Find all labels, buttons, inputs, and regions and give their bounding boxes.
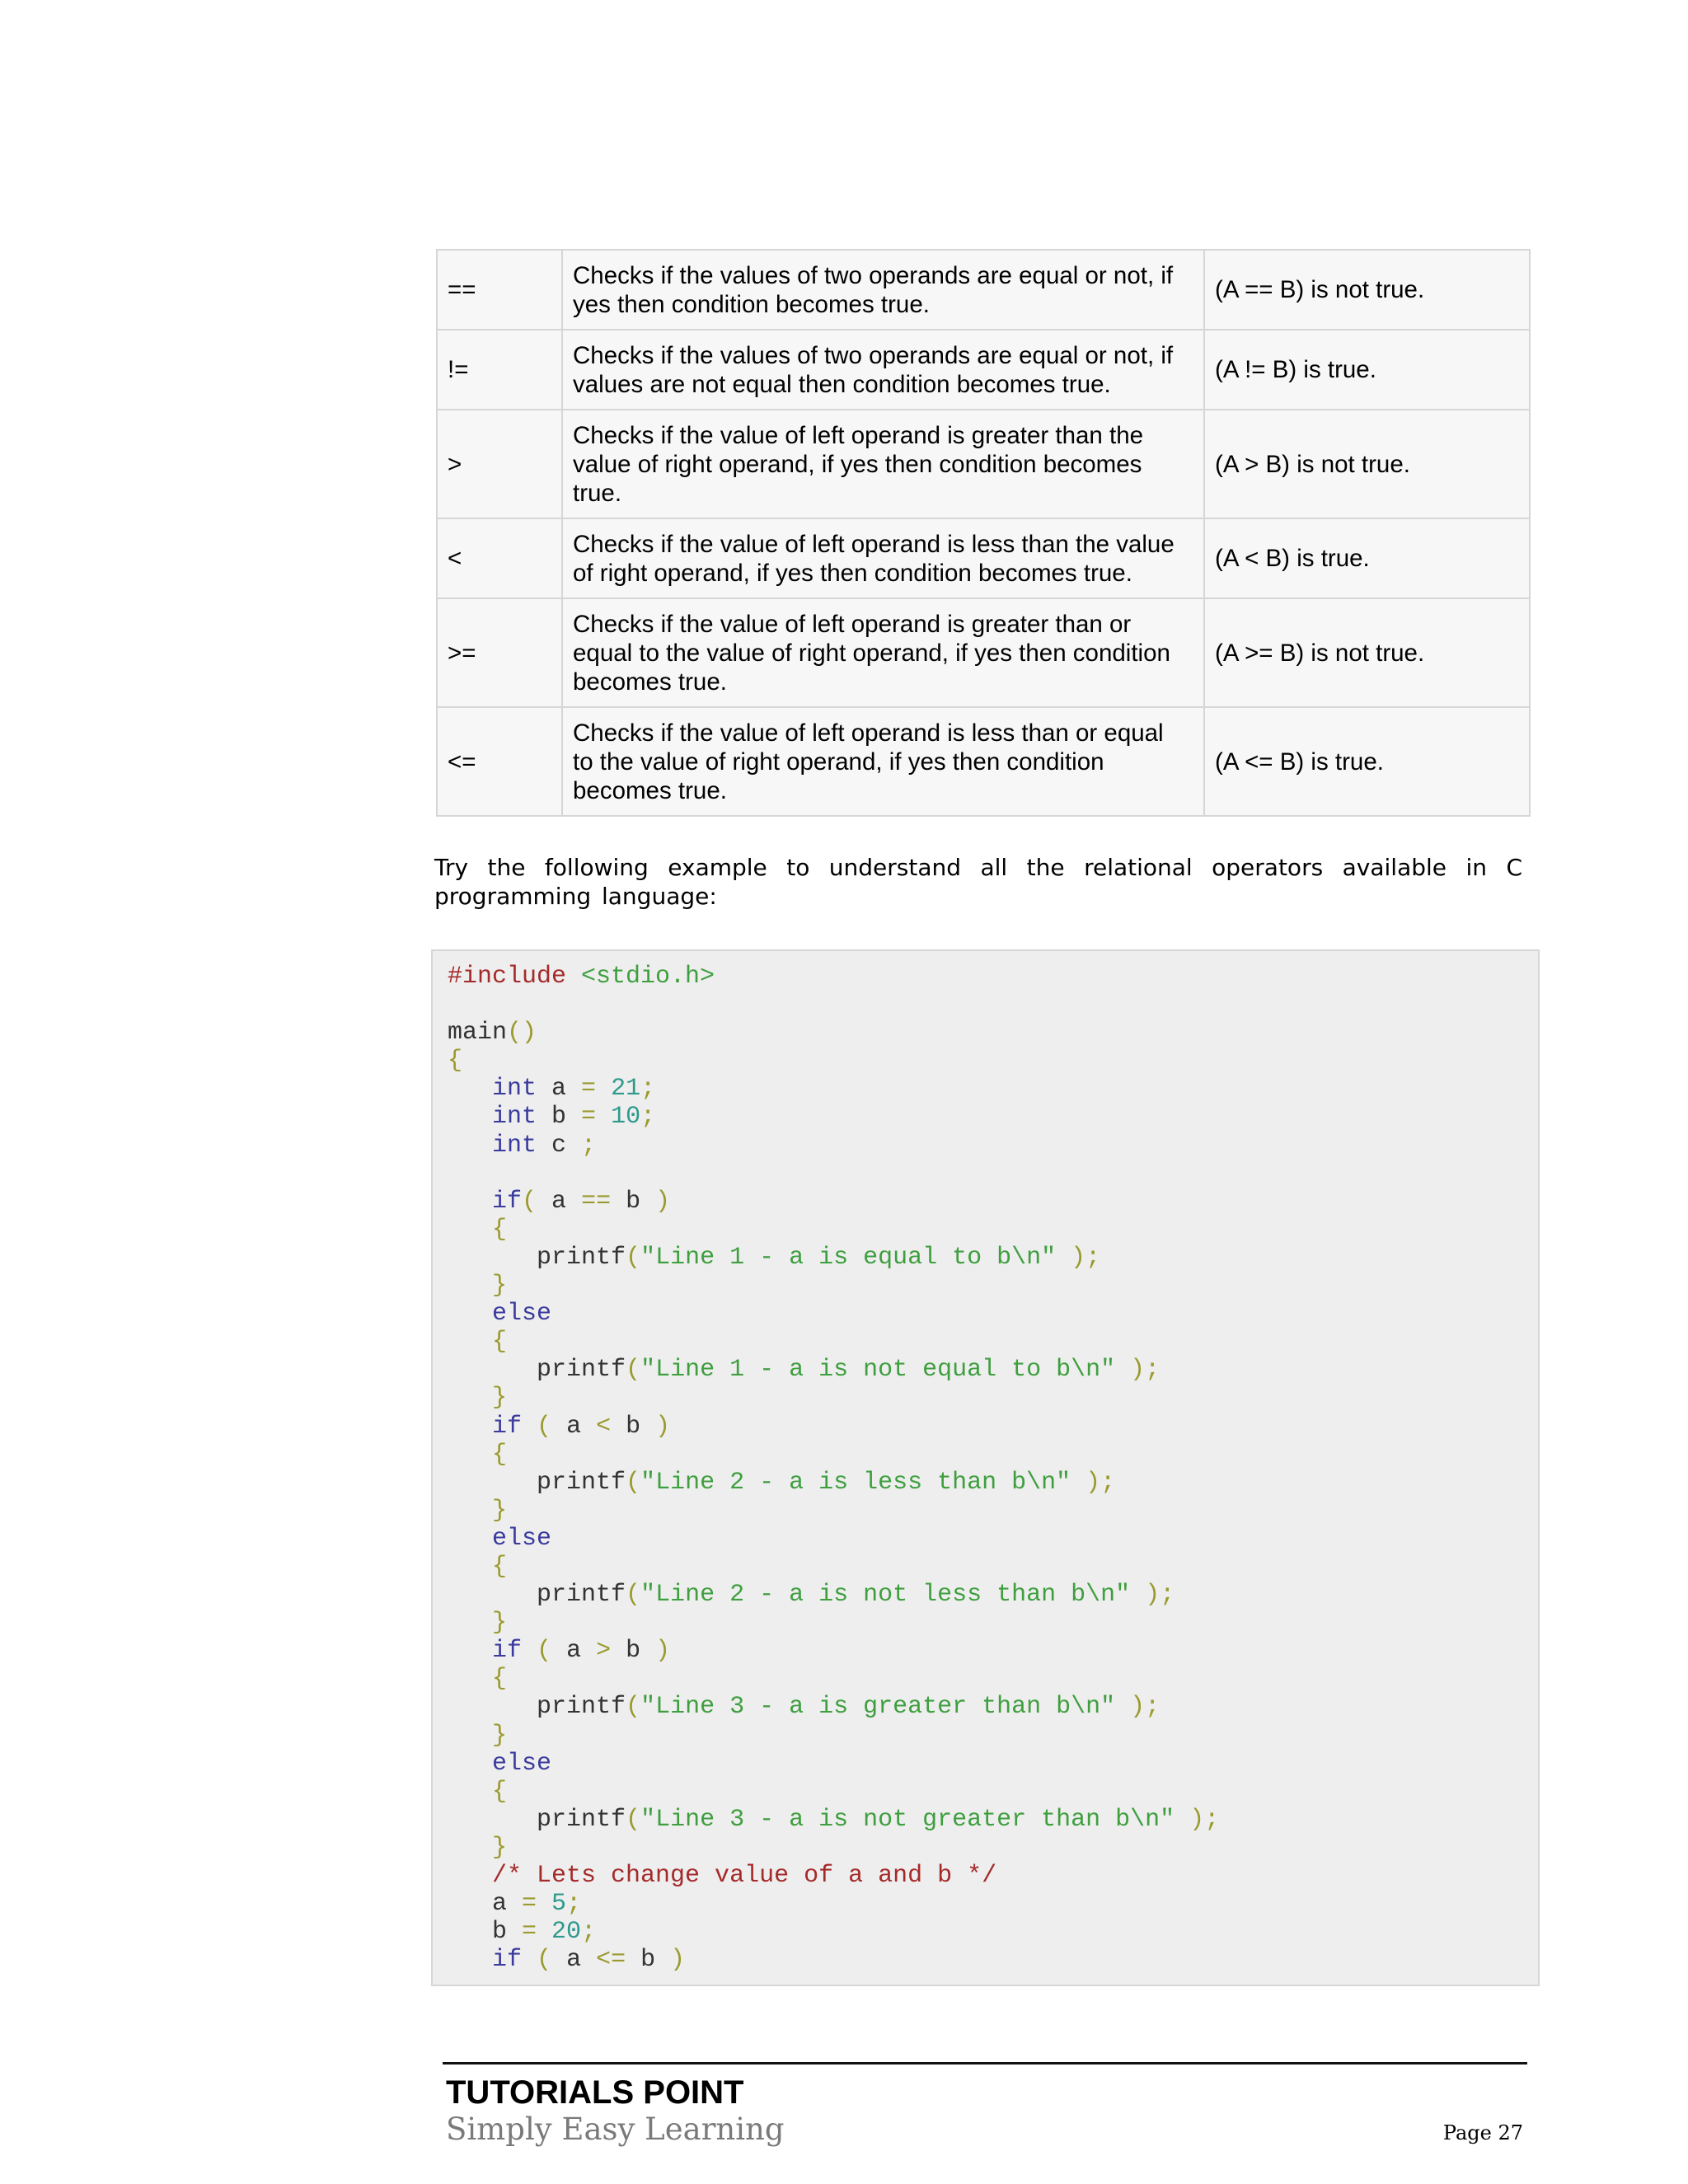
code-token: b xyxy=(448,1918,523,1947)
code-token: ( xyxy=(537,1412,552,1441)
code-line xyxy=(448,1469,1219,1497)
code-line xyxy=(448,1328,1219,1356)
description-line: equal to the value of right operand, if yes then condition xyxy=(573,639,1170,667)
code-token: printf xyxy=(448,1468,626,1497)
code-line xyxy=(448,1581,1219,1609)
code-token: } xyxy=(492,1721,508,1750)
code-token: { xyxy=(492,1777,508,1806)
code-line xyxy=(448,1834,1219,1862)
operator-cell: == xyxy=(437,250,562,330)
code-token: "Line 2 - a is not less than b\n" xyxy=(640,1581,1131,1610)
example-cell: (A < B) is true. xyxy=(1204,518,1530,598)
code-token: ; xyxy=(581,1131,597,1160)
code-token: printf xyxy=(448,1581,626,1610)
code-line xyxy=(448,1019,1219,1047)
code-token xyxy=(1071,1469,1085,1497)
code-line xyxy=(448,1188,1219,1216)
code-token xyxy=(448,1834,492,1862)
code-line xyxy=(448,1722,1219,1750)
description-line: Checks if the values of two operands are equal or not, if xyxy=(573,341,1174,369)
code-token: main xyxy=(448,1019,508,1047)
code-token: if xyxy=(492,1412,523,1441)
code-line xyxy=(448,1244,1219,1272)
code-token: a xyxy=(551,1412,597,1441)
code-token: int xyxy=(492,1075,537,1104)
example-cell: (A > B) is not true. xyxy=(1204,410,1530,518)
code-token: { xyxy=(448,1047,463,1076)
code-token: ) xyxy=(655,1412,671,1441)
code-token: printf xyxy=(448,1243,626,1272)
code-token: "Line 1 - a is equal to b\n" xyxy=(640,1243,1057,1272)
description-cell xyxy=(562,707,1204,816)
code-line xyxy=(448,1525,1219,1553)
code-token: if xyxy=(492,1637,523,1666)
code-token xyxy=(448,1441,492,1469)
code-token: { xyxy=(492,1215,508,1244)
table-row xyxy=(437,707,1530,816)
code-token: c xyxy=(537,1131,582,1160)
code-token: ( xyxy=(626,1693,641,1722)
code-token: ); xyxy=(1130,1356,1160,1385)
code-token: } xyxy=(492,1609,508,1638)
code-token xyxy=(448,1722,492,1750)
code-token: else xyxy=(492,1524,552,1553)
code-token xyxy=(448,1384,492,1412)
description-line: value of right operand, if yes then condition becomes xyxy=(573,450,1142,478)
operator-cell: <= xyxy=(437,707,562,816)
code-token: { xyxy=(492,1440,508,1469)
code-line xyxy=(448,1047,1219,1075)
code-line xyxy=(448,1862,1219,1890)
table-row xyxy=(437,410,1530,518)
description-line: becomes true. xyxy=(573,776,727,804)
code-line xyxy=(448,1890,1219,1918)
code-token xyxy=(448,1103,492,1131)
code-line xyxy=(448,1160,1219,1188)
code-token: ; xyxy=(581,1918,597,1947)
code-token: int xyxy=(492,1103,537,1132)
code-token: > xyxy=(596,1637,612,1666)
code-token: ; xyxy=(640,1103,656,1132)
description-line: Checks if the value of left operand is greater than the xyxy=(573,421,1144,449)
code-token: ( xyxy=(537,1946,552,1975)
code-token xyxy=(448,1188,492,1216)
code-token xyxy=(448,1946,492,1974)
example-cell: (A != B) is true. xyxy=(1204,330,1530,410)
code-token xyxy=(448,1413,492,1441)
description-line: Checks if the values of two operands are equal or not, if xyxy=(573,261,1174,289)
code-token xyxy=(448,1497,492,1525)
code-token xyxy=(448,1132,492,1160)
description-line: Checks if the value of left operand is less than the value xyxy=(573,530,1175,558)
code-token xyxy=(1115,1693,1130,1721)
description-line: becomes true. xyxy=(573,668,727,696)
code-token: a xyxy=(537,1187,582,1216)
page-number: Page 27 xyxy=(1442,2121,1523,2144)
code-token: } xyxy=(492,1496,508,1525)
example-cell: (A <= B) is true. xyxy=(1204,707,1530,816)
code-token: if xyxy=(492,1946,523,1975)
code-line xyxy=(448,1356,1219,1384)
code-token: ); xyxy=(1145,1581,1175,1610)
code-token xyxy=(448,1525,492,1553)
relational-operators-table xyxy=(436,249,1531,817)
code-token: "Line 3 - a is not greater than b\n" xyxy=(640,1805,1175,1834)
code-token: ( xyxy=(626,1581,641,1610)
description-cell xyxy=(562,410,1204,518)
code-token: <= xyxy=(596,1946,626,1975)
code-token xyxy=(448,1665,492,1693)
code-token: = xyxy=(581,1075,597,1104)
description-line: of right operand, if yes then condition becomes true. xyxy=(573,559,1132,587)
code-token xyxy=(522,1637,537,1665)
code-line xyxy=(448,1384,1219,1412)
code-line xyxy=(448,1132,1219,1160)
code-token: } xyxy=(492,1272,508,1301)
code-line xyxy=(448,1075,1219,1103)
code-token: { xyxy=(492,1665,508,1694)
code-token xyxy=(448,1216,492,1244)
code-token: if xyxy=(492,1187,523,1216)
code-token: ); xyxy=(1085,1468,1116,1497)
code-token: ( xyxy=(626,1805,641,1834)
code-token: printf xyxy=(448,1693,626,1722)
code-token xyxy=(448,1272,492,1300)
code-token: /* Lets change value of a and b */ xyxy=(492,1862,997,1890)
operator-cell: != xyxy=(437,330,562,410)
code-token: "Line 3 - a is greater than b\n" xyxy=(640,1693,1116,1722)
code-token: printf xyxy=(448,1356,626,1385)
code-token xyxy=(448,1778,492,1806)
code-line xyxy=(448,1637,1219,1665)
footer-tagline: Simply Easy Learning xyxy=(446,2111,785,2147)
code-token xyxy=(1130,1581,1145,1609)
code-token: ); xyxy=(1071,1243,1101,1272)
table-row xyxy=(437,518,1530,598)
table-row xyxy=(437,598,1530,707)
code-token: a xyxy=(551,1946,597,1975)
code-token xyxy=(596,1103,611,1131)
code-token: a xyxy=(537,1075,582,1104)
description-line: to the value of right operand, if yes then condition xyxy=(573,748,1104,776)
description-cell xyxy=(562,518,1204,598)
code-token: else xyxy=(492,1749,552,1778)
code-token xyxy=(537,1918,551,1946)
code-example-block xyxy=(431,949,1540,1986)
code-token: ) xyxy=(655,1187,671,1216)
code-token: "Line 2 - a is less than b\n" xyxy=(640,1468,1071,1497)
operators-table-body xyxy=(437,250,1530,816)
code-token xyxy=(448,1328,492,1356)
code-token: < xyxy=(596,1412,612,1441)
code-token: <stdio.h> xyxy=(581,963,715,991)
code-line xyxy=(448,1413,1219,1441)
code-token: ( xyxy=(626,1468,641,1497)
code-token: ) xyxy=(655,1637,671,1666)
operator-cell: >= xyxy=(437,598,562,707)
code-token: b xyxy=(611,1637,656,1666)
code-token: b xyxy=(611,1412,656,1441)
code-token: { xyxy=(492,1552,508,1581)
code-line xyxy=(448,963,1219,991)
code-line xyxy=(448,1103,1219,1131)
code-line xyxy=(448,991,1219,1019)
intro-paragraph: Try the following example to understand all the relational operators available in C programming language: xyxy=(434,854,1522,910)
code-token: printf xyxy=(448,1805,626,1834)
code-token: b xyxy=(537,1103,582,1132)
code-token: a xyxy=(551,1637,597,1666)
code-token: ); xyxy=(1130,1693,1160,1722)
code-token: else xyxy=(492,1300,552,1329)
code-token: == xyxy=(581,1187,612,1216)
code-line xyxy=(448,1918,1219,1946)
code-token: b xyxy=(626,1946,671,1975)
footer-divider xyxy=(443,2062,1527,2064)
code-token: "Line 1 - a is not equal to b\n" xyxy=(640,1356,1116,1385)
code-token: a xyxy=(448,1890,523,1919)
code-token: ) xyxy=(670,1946,686,1975)
code-line xyxy=(448,1497,1219,1525)
code-token: ; xyxy=(640,1075,656,1104)
footer-brand: TUTORIALS POINT xyxy=(446,2074,744,2111)
code-token: = xyxy=(581,1103,597,1132)
description-line: Checks if the value of left operand is less than or equal xyxy=(573,719,1164,747)
operator-cell: < xyxy=(437,518,562,598)
code-token: 21 xyxy=(611,1075,641,1104)
code-token xyxy=(537,1890,551,1918)
code-line xyxy=(448,1441,1219,1469)
code-line xyxy=(448,1272,1219,1300)
code-token: } xyxy=(492,1384,508,1413)
code-token: = xyxy=(522,1918,537,1947)
description-cell xyxy=(562,330,1204,410)
description-line: Checks if the value of left operand is greater than or xyxy=(573,610,1132,638)
code-token: b xyxy=(611,1187,656,1216)
code-listing xyxy=(448,963,1219,1974)
code-token: ( xyxy=(537,1637,552,1666)
code-token xyxy=(1056,1244,1071,1272)
code-token xyxy=(448,1300,492,1328)
table-row xyxy=(437,250,1530,330)
code-token xyxy=(448,1637,492,1665)
code-token xyxy=(448,1609,492,1637)
code-line xyxy=(448,1750,1219,1778)
code-line xyxy=(448,1946,1219,1974)
code-token xyxy=(522,1946,537,1974)
code-line xyxy=(448,1609,1219,1637)
code-token: () xyxy=(507,1019,537,1047)
code-line xyxy=(448,1553,1219,1581)
code-token: ( xyxy=(522,1187,537,1216)
code-token: ( xyxy=(626,1243,641,1272)
example-cell: (A == B) is not true. xyxy=(1204,250,1530,330)
code-token xyxy=(448,1553,492,1581)
code-token xyxy=(596,1075,611,1103)
code-line xyxy=(448,1665,1219,1693)
code-line xyxy=(448,1216,1219,1244)
code-token xyxy=(1175,1806,1189,1834)
description-line: true. xyxy=(573,479,622,507)
code-token xyxy=(1115,1356,1130,1384)
code-token xyxy=(448,1750,492,1778)
code-token: int xyxy=(492,1131,537,1160)
description-cell xyxy=(562,250,1204,330)
code-token: ( xyxy=(626,1356,641,1385)
code-token: ; xyxy=(566,1890,582,1919)
example-cell: (A >= B) is not true. xyxy=(1204,598,1530,707)
code-token: { xyxy=(492,1328,508,1357)
code-token: } xyxy=(492,1833,508,1862)
code-line xyxy=(448,1806,1219,1834)
code-token: 5 xyxy=(551,1890,567,1919)
table-row xyxy=(437,330,1530,410)
code-token: 20 xyxy=(551,1918,582,1947)
code-line xyxy=(448,1778,1219,1806)
code-token: 10 xyxy=(611,1103,641,1132)
code-token xyxy=(448,1075,492,1103)
code-token: #include xyxy=(448,963,582,991)
code-token: ); xyxy=(1189,1805,1220,1834)
description-line: yes then condition becomes true. xyxy=(573,290,930,318)
code-token xyxy=(522,1413,537,1441)
code-line xyxy=(448,1693,1219,1721)
code-token: = xyxy=(522,1890,537,1919)
code-line xyxy=(448,1300,1219,1328)
code-token xyxy=(448,1862,492,1890)
operator-cell: > xyxy=(437,410,562,518)
description-cell xyxy=(562,598,1204,707)
description-line: values are not equal then condition becomes true. xyxy=(573,370,1111,398)
